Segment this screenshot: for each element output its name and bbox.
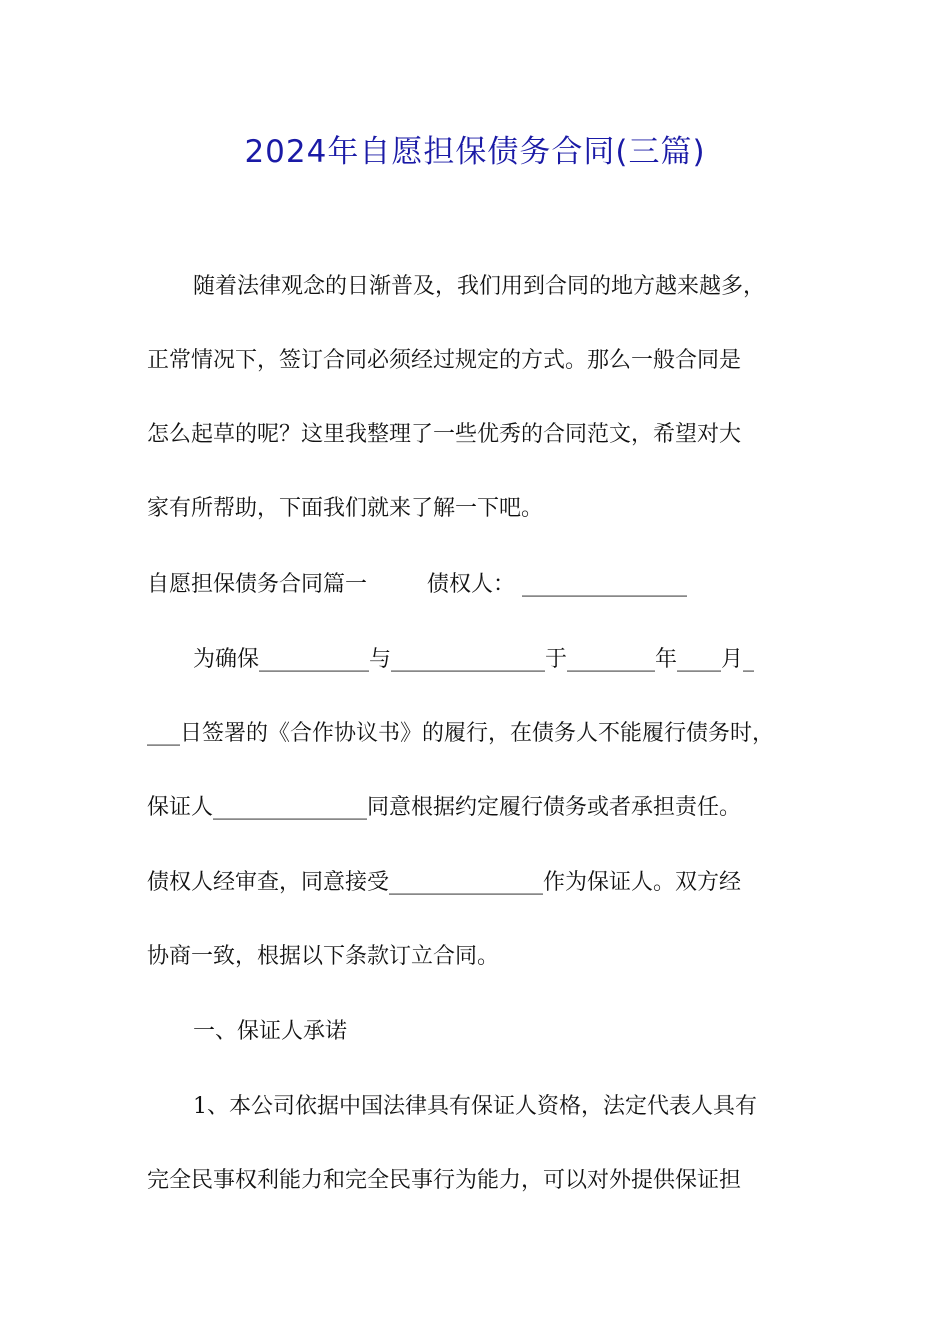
intro-line-4: 家有所帮助，下面我们就来了解一下吧。	[147, 496, 544, 521]
intro-line-1: 随着法律观念的日渐普及，我们用到合同的地方越来越多，	[193, 274, 766, 299]
body-line-3: 保证人______________同意根据约定履行债务或者承担责任。	[147, 795, 742, 820]
intro-line-3: 怎么起草的呢？这里我整理了一些优秀的合同范文，希望对大	[147, 422, 742, 447]
body-line-1: 为确保__________与______________于________年____月_	[193, 647, 755, 672]
clause-heading: 一、保证人承诺	[193, 1019, 348, 1044]
clause-line-1: 1、本公司依据中国法律具有保证人资格，法定代表人具有	[193, 1094, 757, 1119]
section-one-heading: 自愿担保债务合同篇一	[147, 572, 368, 597]
creditor-blank: _______________	[522, 572, 688, 597]
intro-line-2: 正常情况下，签订合同必须经过规定的方式。那么一般合同是	[147, 348, 742, 373]
creditor-label: 债权人：	[427, 572, 516, 597]
document-title: 2024年自愿担保债务合同(三篇)	[244, 134, 706, 170]
clause-line-2: 完全民事权利能力和完全民事行为能力，可以对外提供保证担	[147, 1168, 742, 1193]
body-line-4: 债权人经审查，同意接受______________作为保证人。双方经	[147, 870, 742, 895]
section-one-line	[147, 570, 805, 600]
body-line-5: 协商一致，根据以下条款订立合同。	[147, 944, 500, 969]
body-line-2: ___日签署的《合作协议书》的履行，在债务人不能履行债务时，	[147, 721, 775, 746]
